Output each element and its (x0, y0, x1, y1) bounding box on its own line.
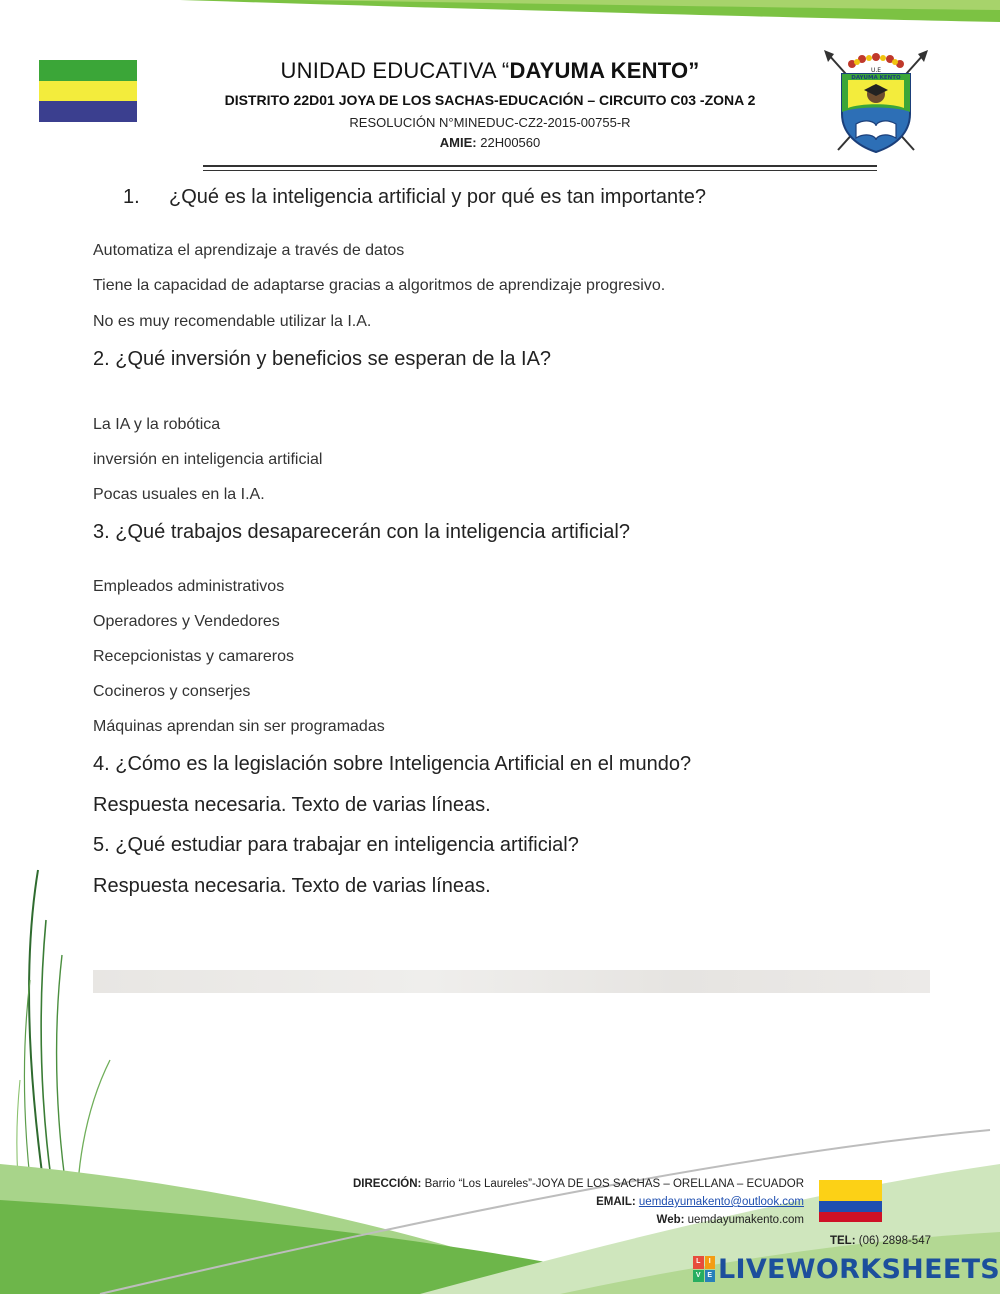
answer-1-3: No es muy recomendable utilizar la I.A. (93, 313, 372, 330)
answer-2-3: Pocas usuales en la I.A. (93, 486, 265, 503)
crest-top-text: U.E (870, 67, 882, 74)
answer-3-3: Recepcionistas y camareros (93, 648, 294, 665)
answer-3-1: Empleados administrativos (93, 578, 285, 595)
footer-email: EMAIL: uemdayumakento@outlook.com (596, 1196, 804, 1208)
answer-3-2: Operadores y Vendedores (93, 613, 280, 630)
footer-web: Web: uemdayumakento.com (656, 1214, 804, 1226)
school-header (180, 58, 800, 150)
footer-address: DIRECCIÓN: Barrio “Los Laureles”-JOYA DE LOS SACHAS – ORELLANA – ECUADOR (353, 1178, 804, 1190)
flag-stripe-blue (39, 101, 137, 122)
liveworksheets-icon: L I V E (693, 1256, 715, 1282)
question-1-text: ¿Qué es la inteligencia artificial y por qué es tan importante? (169, 186, 706, 208)
liveworksheets-wordmark: LIVEWORKSHEETS (718, 1253, 1000, 1285)
district-line: DISTRITO 22D01 JOYA DE LOS SACHAS-EDUCACIÓN – CIRCUITO C03 -ZONA 2 (224, 92, 756, 108)
orellana-flag (39, 60, 137, 122)
header-rule-thick (203, 165, 877, 167)
flag-stripe-yellow (819, 1180, 882, 1201)
answer-1-2: Tiene la capacidad de adaptarse gracias a algoritmos de aprendizaje progresivo. (93, 277, 666, 294)
question-4: 4. ¿Cómo es la legislación sobre Inteligencia Artificial en el mundo? (93, 753, 692, 775)
school-crest-logo (822, 50, 930, 158)
question-3: 3. ¿Qué trabajos desaparecerán con la inteligencia artificial? (93, 521, 630, 543)
flag-stripe-red (819, 1212, 882, 1223)
response-input-4[interactable]: Respuesta necesaria. Texto de varias líneas. (93, 794, 491, 816)
answer-2-2: inversión en inteligencia artificial (93, 451, 323, 468)
amie-line: AMIE: 22H00560 (439, 135, 541, 150)
top-green-swoosh (0, 0, 1000, 30)
decorative-grey-band (93, 970, 930, 993)
question-1 (123, 186, 706, 209)
answer-3-4: Cocineros y conserjes (93, 683, 251, 700)
crest-name-text: DAYUMA KENTO (851, 75, 901, 81)
answer-2-1: La IA y la robótica (93, 416, 221, 433)
liveworksheets-brand[interactable] (693, 1254, 1000, 1284)
email-link[interactable]: uemdayumakento@outlook.com (638, 1196, 804, 1208)
question-1-number: 1. (123, 186, 140, 208)
response-input-5[interactable]: Respuesta necesaria. Texto de varias líneas. (93, 875, 491, 897)
flag-stripe-green (39, 60, 137, 81)
ecuador-flag (819, 1180, 882, 1222)
header-rule-thin (203, 170, 877, 171)
question-5: 5. ¿Qué estudiar para trabajar en inteligencia artificial? (93, 834, 579, 856)
answer-3-5: Máquinas aprendan sin ser programadas (93, 718, 385, 735)
flag-stripe-blue (819, 1201, 882, 1212)
answer-1-1: Automatiza el aprendizaje a través de datos (93, 242, 405, 259)
question-2: 2. ¿Qué inversión y beneficios se esperan de la IA? (93, 348, 552, 370)
flag-stripe-yellow (39, 81, 137, 102)
resolution-line: RESOLUCIÓN N°MINEDUC-CZ2-2015-00755-R (349, 115, 631, 130)
school-title: UNIDAD EDUCATIVA “DAYUMA KENTO” (280, 58, 700, 83)
footer-tel: TEL: (06) 2898-547 (829, 1235, 931, 1247)
